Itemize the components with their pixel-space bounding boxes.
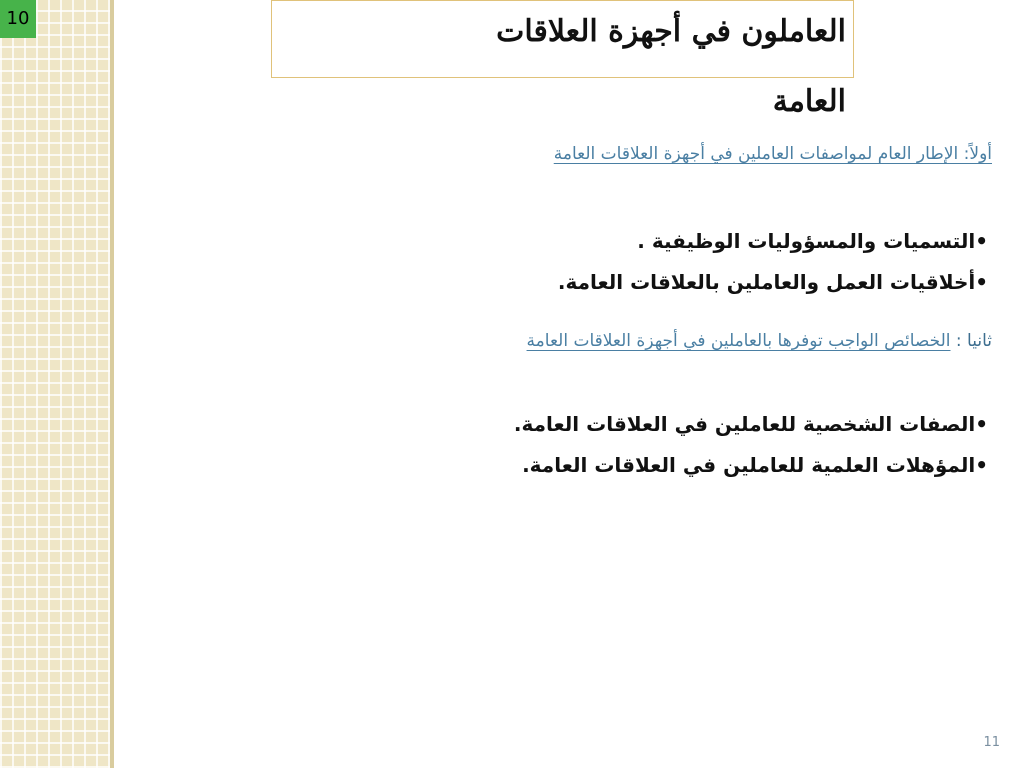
decorative-side-pattern: [0, 0, 114, 768]
section-1-heading-text: أولاً: الإطار العام لمواصفات العاملين في أجهزة العلاقات العامة: [553, 144, 992, 164]
page-number: 11: [983, 735, 1000, 750]
section-2-heading-text: الخصائص الواجب توفرها بالعاملين في أجهزة العلاقات العامة: [526, 331, 951, 351]
section-1-heading: [554, 144, 992, 164]
section-1-bullet-1: •التسميات والمسؤوليات الوظيفية .: [637, 229, 988, 253]
slide-title-line2: العامة: [772, 84, 846, 119]
section-2-heading: [527, 331, 992, 351]
section-2-bullet-2: •المؤهلات العلمية للعاملين في العلاقات العامة.: [522, 453, 988, 477]
section-2-prefix: ثانيا :: [955, 331, 992, 351]
section-2-bullet-1: •الصفات الشخصية للعاملين في العلاقات العامة.: [513, 412, 988, 436]
slide-title-line1: العاملون في أجهزة العلاقات: [496, 14, 846, 49]
slide-number-badge: 10: [0, 0, 36, 38]
section-1-bullet-2: •أخلاقيات العمل والعاملين بالعلاقات العامة.: [557, 270, 988, 294]
